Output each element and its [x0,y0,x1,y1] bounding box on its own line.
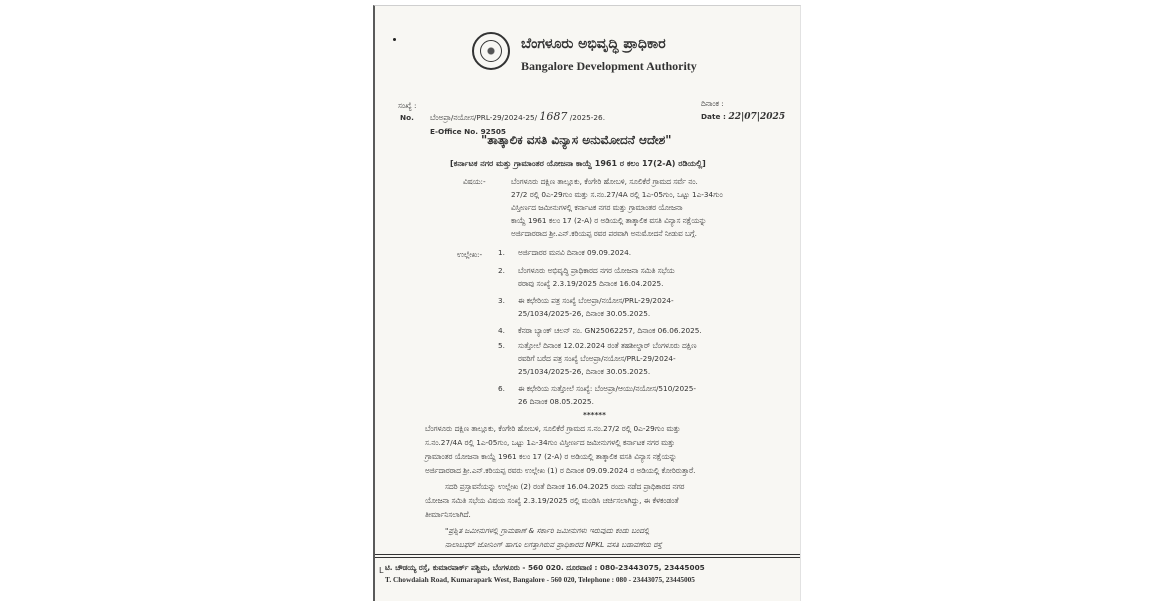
reference-item-line: ಕೆನರಾ ಬ್ಯಾಂಕ್ ಚಲನ್ ನಂ. GN25062257, ದಿನಾಂಕ 06.06.2025. [518,326,702,335]
date-handwritten: 22|07|2025 [728,112,786,122]
date-label-kannada: ದಿನಾಂಕ : [701,99,724,108]
section-separator: ****** [583,410,606,419]
no-label-kannada: ಸಂಖ್ಯೆ : [398,101,417,110]
order-subtitle: [ಕರ್ನಾಟಕ ನಗರ ಮತ್ತು ಗ್ರಾಮಾಂತರ ಯೋಜನಾ ಕಾಯ್ದೆ 1961 ರ ಕಲಂ 17(2-A) ರಡಿಯಲ್ಲಿ] [450,159,706,168]
footer-divider [375,557,800,558]
subject-line: ಬೆಂಗಳೂರು ದಕ್ಷಿಣ ತಾಲ್ಲೂಕು, ಕೆಂಗೇರಿ ಹೋಬಳಿ, ಸೂಲಿಕೆರೆ ಗ್ರಾಮದ ಸರ್ವೆ ನಂ. [511,177,698,186]
body-para3-line: "ಪ್ರಶ್ನಿತ ಜಮೀನುಗಳಲ್ಲಿ ಗ್ರಾಮಠಾಣೆ & ಸರ್ಕಾರಿ ಜಮೀನುಗಳು ಇರುವುದು ಕಂಡು ಬಂದಲ್ಲಿ [445,526,650,535]
reference-item-line: ಅರ್ಜಿದಾರರ ಮನವಿ ದಿನಾಂಕ 09.09.2024. [518,248,632,257]
body-para2-line: ಸದರಿ ಪ್ರಸ್ತಾವನೆಯನ್ನು ಉಲ್ಲೇಖ (2) ರಂತೆ ದಿನಾಂಕ 16.04.2025 ರಂದು ನಡೆದ ಪ್ರಾಧಿಕಾರದ ನಗರ [445,482,685,491]
seal-emblem-icon [480,40,502,62]
reference-suffix: /2025-26. [569,113,606,122]
date-label-english: Date : [701,112,726,121]
footer-divider [375,554,800,555]
body-para2-line: ತೀರ್ಮಾನಿಸಲಾಗಿದೆ. [425,510,471,519]
bda-seal-logo [472,32,510,70]
reference-item-line: ಈ ಕಛೇರಿಯ ಸುತ್ತೋಲೆ ಸಂಖ್ಯೆ: ಬೆಂಅಪ್ರಾ/ಆಯು/ನಯೋಸ/510/2025- [518,384,697,393]
body-para1-line: ಸ.ನಂ.27/4A ರಲ್ಲಿ 1ಎ-05ಗುಂ, ಒಟ್ಟು 1ಎ-34ಗುಂ ವಿಸ್ತೀರ್ಣದ ಜಮೀನುಗಳಲ್ಲಿ ಕರ್ನಾಟಕ ನಗರ ಮತ್ತು [425,438,675,447]
reference-prefix: ಬೆಂಅಪ್ರಾ/ನಯೋಸ/PRL-29/2024-25/ [430,113,538,122]
body-para1-line: ಗ್ರಾಮಾಂತರ ಯೋಜನಾ ಕಾಯ್ದೆ 1961 ಕಲಂ 17 (2-A) ರ ಅಡಿಯಲ್ಲಿ ತಾತ್ಕಾಲಿಕ ವಸತಿ ವಿನ್ಯಾಸ ನಕ್ಷೆಯನ್ನು [425,452,677,461]
reference-item-line: 25/1034/2025-26, ದಿನಾಂಕ 30.05.2025. [518,367,651,376]
eoffice-number: E-Office No. 92505 [430,127,506,136]
reference-item-line: ಠರಾವು ಸಂಖ್ಯೆ 2.3.19/2025 ದಿನಾಂಕ 16.04.2025. [518,279,664,288]
order-title: "ತಾತ್ಕಾಲಿಕ ವಸತಿ ವಿನ್ಯಾಸ ಅನುಮೋದನೆ ಆದೇಶ" [481,133,672,147]
subject-line: ಅರ್ಜಿದಾರರಾದ ಶ್ರೀ.ಎನ್.ಕರಿಯಪ್ಪ ರವರ ಪರವಾಗಿ ಅನುಮೋದನೆ ನೀಡುವ ಬಗ್ಗೆ. [511,229,697,238]
no-label-english: No. [400,113,414,122]
reference-item-line: ಈ ಕಛೇರಿಯ ಪತ್ರ ಸಂಖ್ಯೆ ಬೆಂಅಪ್ರಾ/ನಯೋಸ/PRL-29/2024- [518,296,674,305]
reference-item-number: 3. [498,296,505,305]
body-para1-line: ಬೆಂಗಳೂರು ದಕ್ಷಿಣ ತಾಲ್ಲೂಕು, ಕೆಂಗೇರಿ ಹೋಬಳಿ, ಸೂಲಿಕೆರೆ ಗ್ರಾಮದ ಸ.ನಂ.27/2 ರಲ್ಲಿ 0ಎ-29ಗುಂ ಮತ್ತು [425,424,681,433]
reference-item-line: 26 ದಿನಾಂಕ 08.05.2025. [518,397,594,406]
subject-line: ಕಾಯ್ದೆ 1961 ಕಲಂ 17 (2-A) ರ ಅಡಿಯಲ್ಲಿ ತಾತ್ಕಾಲಿಕ ವಸತಿ ವಿನ್ಯಾಸ ನಕ್ಷೆಯನ್ನು [511,216,707,225]
reference-item-number: 4. [498,326,505,335]
punch-mark [393,38,396,41]
reference-item-number: 2. [498,266,505,275]
body-para2-line: ಯೋಜನಾ ಸಮಿತಿ ಸಭೆಯ ವಿಷಯ ಸಂಖ್ಯೆ 2.3.19/2025 ರಲ್ಲಿ ಮಂಡಿಸಿ ಚರ್ಚಿಸಲಾಗಿದ್ದು, ಈ ಕೆಳಕಂಡಂತೆ [425,496,679,505]
body-para1-line: ಅರ್ಜಿದಾರರಾದ ಶ್ರೀ.ಎನ್.ಕರಿಯಪ್ಪ ರವರು ಉಲ್ಲೇಖ (1) ರ ದಿನಾಂಕ 09.09.2024 ರ ಅಡಿಯಲ್ಲಿ ಕೋರಿರುತ್ತಾರೆ. [425,466,696,475]
reference-item-line: ರವರಿಗೆ ಬರೆದ ಪತ್ರ ಸಂಖ್ಯೆ ಬೆಂಅಪ್ರಾ/ನಯೋಸ/PRL-29/2024- [518,354,676,363]
footer-address-english: T. Chowdaiah Road, Kumarapark West, Bangalore - 560 020, Telephone : 080 - 23443075, 23445005 [385,575,695,584]
reference-number [430,112,605,122]
body-para3-line: ನಾಲಾಬಫರ್ ಜೋನಿಂಗ್ ಹಾಗೂ ಲಗತ್ತಾಗಿರುವ ಪ್ರಾಧಿಕಾರದ NPKL ವಸತಿ ಬಡಾವಣೆಯ ರಸ್ತೆ [445,540,662,549]
subject-line: 27/2 ರಲ್ಲಿ 0ಎ-29ಗುಂ ಮತ್ತು ಸ.ನಂ.27/4A ರಲ್ಲಿ 1ಎ-05ಗುಂ, ಒಟ್ಟು 1ಎ-34ಗುಂ [511,190,723,199]
reference-item-line: 25/1034/2025-26, ದಿನಾಂಕ 30.05.2025. [518,309,651,318]
reference-item-number: 5. [498,341,505,350]
document-page [373,5,801,601]
footer-address-kannada: ಟಿ. ಚೌಡಯ್ಯ ರಸ್ತೆ, ಕುಮಾರಪಾರ್ಕ್ ಪಶ್ಚಿಮ, ಬೆಂಗಳೂರು - 560 020. ದೂರವಾಣಿ : 080-23443075, 23445005 [385,563,705,572]
org-name-english: Bangalore Development Authority [521,59,697,73]
subject-label: ವಿಷಯ:- [463,177,486,186]
org-name-kannada: ಬೆಂಗಳೂರು ಅಭಿವೃದ್ಧಿ ಪ್ರಾಧಿಕಾರ [521,36,666,52]
reference-item-number: 1. [498,248,505,257]
date-line [701,112,785,122]
references-label: ಉಲ್ಲೇಖ:- [457,250,483,259]
reference-handwritten-number: 1687 [539,110,568,123]
reference-item-number: 6. [498,384,505,393]
footer-mark: L [379,566,384,575]
reference-item-line: ಸುತ್ತೋಲೆ ದಿನಾಂಕ 12.02.2024 ರಂತೆ ತಹಶೀಲ್ದಾರ್ ಬೆಂಗಳೂರು ದಕ್ಷಿಣ [518,341,697,350]
subject-line: ವಿಸ್ತೀರ್ಣದ ಜಮೀನುಗಳಲ್ಲಿ ಕರ್ನಾಟಕ ನಗರ ಮತ್ತು ಗ್ರಾಮಾಂತರ ಯೋಜನಾ [511,203,683,212]
reference-item-line: ಬೆಂಗಳೂರು ಅಭಿವೃದ್ಧಿ ಪ್ರಾಧಿಕಾರದ ನಗರ ಯೋಜನಾ ಸಮಿತಿ ಸಭೆಯ [518,266,675,275]
